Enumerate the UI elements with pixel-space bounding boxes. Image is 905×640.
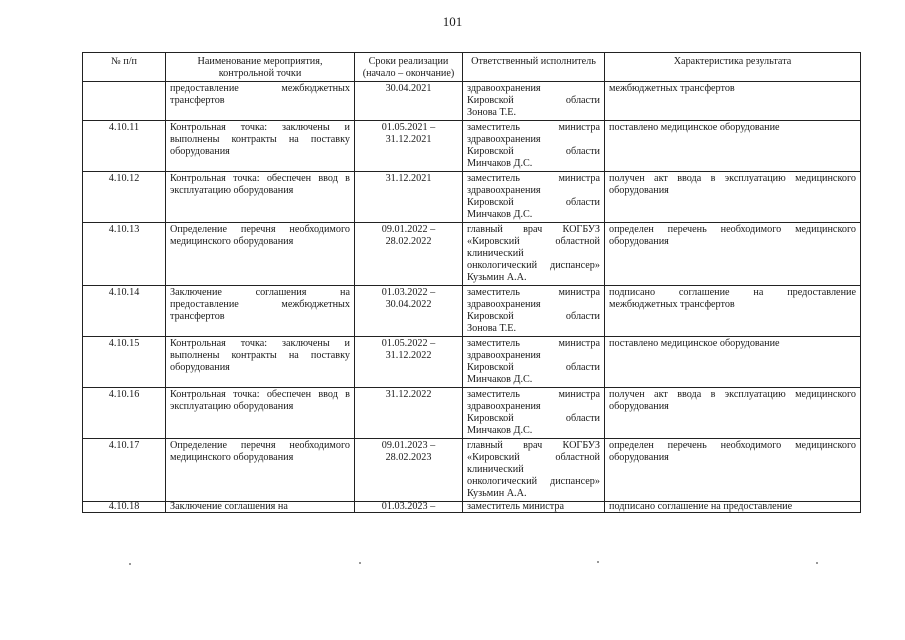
row-responsible bbox=[463, 439, 605, 502]
row-responsible bbox=[463, 337, 605, 388]
row-activity-name: Контрольная точка: заключены и выполнены контракты на поставку оборудования bbox=[166, 121, 355, 172]
responsible-line: Минчаков Д.С. bbox=[467, 425, 533, 436]
responsible-line: Зонова Т.Е. bbox=[467, 107, 517, 118]
row-dates: 31.12.2022 bbox=[355, 388, 463, 439]
scan-speck bbox=[359, 562, 361, 564]
row-number bbox=[83, 82, 166, 121]
responsible-line: заместитель министра bbox=[467, 287, 600, 298]
row-number: 4.10.15 bbox=[83, 337, 166, 388]
table-row bbox=[83, 286, 861, 337]
row-dates: 01.05.2022 – 31.12.2022 bbox=[355, 337, 463, 388]
table-row bbox=[83, 82, 861, 121]
table-row bbox=[83, 337, 861, 388]
row-dates: 01.05.2021 – 31.12.2021 bbox=[355, 121, 463, 172]
table-row bbox=[83, 223, 861, 286]
responsible-line: главный врач КОГБУЗ bbox=[467, 224, 600, 235]
activities-table bbox=[82, 52, 861, 513]
row-responsible bbox=[463, 286, 605, 337]
row-number: 4.10.12 bbox=[83, 172, 166, 223]
header-name: Наименование мероприятия, контрольной точки bbox=[166, 53, 355, 82]
table-row bbox=[83, 121, 861, 172]
row-activity-name: Контрольная точка: обеспечен ввод в эксплуатацию оборудования bbox=[166, 388, 355, 439]
row-number: 4.10.13 bbox=[83, 223, 166, 286]
row-responsible bbox=[463, 223, 605, 286]
responsible-line: Минчаков Д.С. bbox=[467, 158, 533, 169]
responsible-line: здравоохранения bbox=[467, 83, 541, 94]
row-result: определен перечень необходимого медицинского оборудования bbox=[605, 439, 861, 502]
table-row bbox=[83, 388, 861, 439]
row-responsible bbox=[463, 82, 605, 121]
header-num: № п/п bbox=[83, 53, 166, 82]
responsible-line: здравоохранения bbox=[467, 134, 541, 145]
responsible-line: заместитель министра bbox=[467, 501, 564, 512]
row-dates: 01.03.2022 – 30.04.2022 bbox=[355, 286, 463, 337]
row-result: определен перечень необходимого медицинского оборудования bbox=[605, 223, 861, 286]
table-row bbox=[83, 172, 861, 223]
responsible-line: заместитель министра bbox=[467, 389, 600, 400]
responsible-line: Кировской области bbox=[467, 413, 600, 424]
row-result: поставлено медицинское оборудование bbox=[605, 337, 861, 388]
row-number: 4.10.17 bbox=[83, 439, 166, 502]
row-dates: 01.03.2023 – bbox=[355, 502, 463, 513]
responsible-line: Кировской области bbox=[467, 362, 600, 373]
row-dates: 09.01.2023 – 28.02.2023 bbox=[355, 439, 463, 502]
row-responsible bbox=[463, 502, 605, 513]
responsible-line: онкологический диспансер» bbox=[467, 260, 600, 271]
row-activity-name: Контрольная точка: обеспечен ввод в эксплуатацию оборудования bbox=[166, 172, 355, 223]
responsible-line: Зонова Т.Е. bbox=[467, 323, 517, 334]
scan-speck bbox=[597, 561, 599, 563]
responsible-line: здравоохранения bbox=[467, 185, 541, 196]
responsible-line: «Кировский областной bbox=[467, 236, 600, 247]
row-activity-name: предоставление межбюджетных трансфертов bbox=[166, 82, 355, 121]
row-result: получен акт ввода в эксплуатацию медицинского оборудования bbox=[605, 388, 861, 439]
responsible-line: здравоохранения bbox=[467, 401, 541, 412]
responsible-line: Кузьмин А.А. bbox=[467, 488, 527, 499]
row-responsible bbox=[463, 121, 605, 172]
row-result: получен акт ввода в эксплуатацию медицинского оборудования bbox=[605, 172, 861, 223]
responsible-line: Кировской области bbox=[467, 95, 600, 106]
table-row bbox=[83, 502, 861, 513]
responsible-line: Минчаков Д.С. bbox=[467, 209, 533, 220]
responsible-line: заместитель министра bbox=[467, 338, 600, 349]
row-responsible bbox=[463, 172, 605, 223]
responsible-line: главный врач КОГБУЗ bbox=[467, 440, 600, 451]
responsible-line: Кировской области bbox=[467, 197, 600, 208]
row-number: 4.10.18 bbox=[83, 502, 166, 513]
row-activity-name: Контрольная точка: заключены и выполнены контракты на поставку оборудования bbox=[166, 337, 355, 388]
row-result: поставлено медицинское оборудование bbox=[605, 121, 861, 172]
page-number: 101 bbox=[442, 14, 463, 29]
row-number: 4.10.11 bbox=[83, 121, 166, 172]
responsible-line: заместитель министра bbox=[467, 173, 600, 184]
header-dates: Сроки реализации (начало – окончание) bbox=[355, 53, 463, 82]
row-activity-name: Заключение соглашения на предоставление межбюджетных трансфертов bbox=[166, 286, 355, 337]
responsible-line: «Кировский областной bbox=[467, 452, 600, 463]
table-header-row bbox=[83, 53, 861, 82]
row-result: межбюджетных трансфертов bbox=[605, 82, 861, 121]
row-activity-name: Заключение соглашения на bbox=[166, 502, 355, 513]
header-responsible: Ответственный исполнитель bbox=[463, 53, 605, 82]
responsible-line: Кировской области bbox=[467, 311, 600, 322]
row-dates: 31.12.2021 bbox=[355, 172, 463, 223]
responsible-line: клинический bbox=[467, 464, 524, 475]
responsible-line: онкологический диспансер» bbox=[467, 476, 600, 487]
table-row bbox=[83, 439, 861, 502]
responsible-line: клинический bbox=[467, 248, 524, 259]
row-result: подписано соглашение на предоставление bbox=[605, 502, 861, 513]
responsible-line: Минчаков Д.С. bbox=[467, 374, 533, 385]
row-number: 4.10.14 bbox=[83, 286, 166, 337]
row-responsible bbox=[463, 388, 605, 439]
responsible-line: Кировской области bbox=[467, 146, 600, 157]
row-dates: 09.01.2022 – 28.02.2022 bbox=[355, 223, 463, 286]
row-dates: 30.04.2021 bbox=[355, 82, 463, 121]
row-activity-name: Определение перечня необходимого медицинского оборудования bbox=[166, 223, 355, 286]
scan-speck bbox=[129, 563, 131, 565]
scan-speck bbox=[816, 562, 818, 564]
responsible-line: здравоохранения bbox=[467, 299, 541, 310]
row-activity-name: Определение перечня необходимого медицинского оборудования bbox=[166, 439, 355, 502]
responsible-line: Кузьмин А.А. bbox=[467, 272, 527, 283]
header-result: Характеристика результата bbox=[605, 53, 861, 82]
row-number: 4.10.16 bbox=[83, 388, 166, 439]
row-result: подписано соглашение на предоставление межбюджетных трансфертов bbox=[605, 286, 861, 337]
responsible-line: здравоохранения bbox=[467, 350, 541, 361]
responsible-line: заместитель министра bbox=[467, 122, 600, 133]
